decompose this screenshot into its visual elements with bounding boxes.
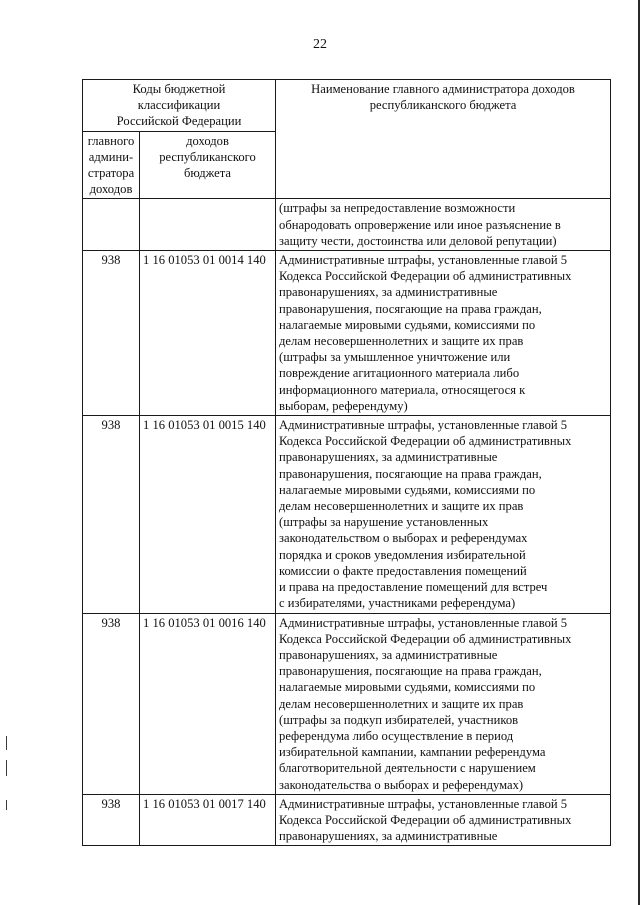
header-main-admin	[83, 131, 140, 199]
income-code-cell: 1 16 01053 01 0017 140	[140, 794, 276, 846]
table-row	[83, 794, 611, 846]
header-main-admin-label: главного админи- стратора доходов	[87, 133, 135, 197]
income-code-cell	[140, 199, 276, 251]
table-row	[83, 251, 611, 416]
header-admin-name-label: Наименование главного администратора доходов республиканского бюджета	[311, 82, 575, 113]
header-budget-codes	[83, 80, 276, 132]
budget-classification-table	[82, 79, 611, 846]
income-code-cell: 1 16 01053 01 0016 140	[140, 613, 276, 794]
admin-code-cell: 938	[83, 416, 140, 613]
admin-code-cell	[83, 199, 140, 251]
admin-code-cell: 938	[83, 613, 140, 794]
description-cell: Административные штрафы, установленные главой 5 Кодекса Российской Федерации об административных правонарушениях, за административные правонарушения, посягающие на права граждан, налагаемые мировыми судьями, комиссиями по делам несовершеннолетних и защите их прав (штрафы за подкуп избирателей, участников референдума либо осуществление в период избирательной кампании, кампании референдума благотворительной деятельности с нарушением законодательства о выборах и референдумах)	[276, 613, 611, 794]
income-code-cell: 1 16 01053 01 0015 140	[140, 416, 276, 613]
scan-mark	[6, 736, 7, 750]
header-admin-name	[276, 80, 611, 199]
table-header-row	[83, 80, 611, 132]
header-budget-codes-label: Коды бюджетной классификации Российской Федерации	[116, 82, 242, 129]
admin-code-cell: 938	[83, 794, 140, 846]
admin-code-cell: 938	[83, 251, 140, 416]
table-row	[83, 613, 611, 794]
description-cell: Административные штрафы, установленные главой 5 Кодекса Российской Федерации об административных правонарушениях, за административные правонарушения, посягающие на права граждан, налагаемые мировыми судьями, комиссиями по делам несовершеннолетних и защите их прав (штрафы за нарушение установленных законодательством о выборах и референдумах порядка и сроков уведомления избирательной комиссии о факте предоставления помещений и права на предоставление помещений для встреч с избирателями, участниками референдума)	[276, 416, 611, 613]
table-row	[83, 199, 611, 251]
income-code-cell: 1 16 01053 01 0014 140	[140, 251, 276, 416]
description-cell: Административные штрафы, установленные главой 5 Кодекса Российской Федерации об административных правонарушениях, за административные правонарушения, посягающие на права граждан, налагаемые мировыми судьями, комиссиями по делам несовершеннолетних и защите их прав (штрафы за умышленное уничтожение или повреждение агитационного материала либо информационного материала, относящегося к выборам, референдуму)	[276, 251, 611, 416]
header-income-code-label: доходов республиканского бюджета	[159, 133, 256, 181]
table-row	[83, 416, 611, 613]
header-income-code	[140, 131, 276, 199]
description-cell: (штрафы за непредоставление возможности обнародовать опровержение или иное разъяснение в защиту чести, достоинства или деловой репутации)	[276, 199, 611, 251]
scan-mark	[6, 760, 7, 776]
description-cell: Административные штрафы, установленные главой 5 Кодекса Российской Федерации об административных правонарушениях, за административные	[276, 794, 611, 846]
scan-mark	[6, 800, 7, 810]
page-number: 22	[313, 37, 327, 52]
